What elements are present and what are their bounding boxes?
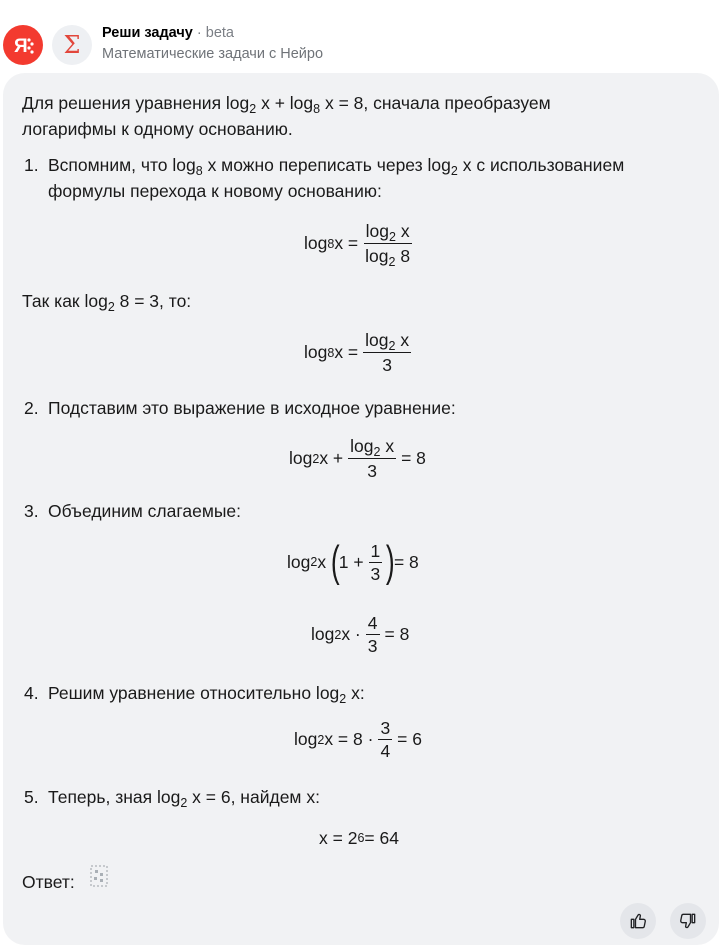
skill-title [102, 25, 234, 41]
like-button[interactable] [620, 903, 656, 939]
formula-combined: log 2 x ( 1 + $\frac{1}{3}$ ) = 8 [287, 537, 419, 586]
formula-four-thirds: log 2 x · $\frac{4}{3}$ = 8 [311, 613, 410, 656]
yandex-logo-icon[interactable] [3, 25, 43, 65]
step-number: 1. [24, 155, 39, 175]
step-1-line-2: формулы перехода к новому основанию: [48, 181, 382, 201]
since-line: Так как $\log_2 8 = 3$, то: [22, 291, 192, 314]
thumbs-up-icon [628, 911, 648, 931]
formula-final: x = 2 6 = 64 [319, 827, 399, 848]
skill-name: Реши задачу [102, 25, 193, 41]
chat-header [0, 0, 722, 72]
fraction: $\frac{1}{3}$ [370, 540, 381, 584]
svg-text:Я: Я [14, 36, 28, 57]
step-number: 2. [24, 398, 39, 418]
fraction: $\frac{4}{3}$ [367, 613, 378, 656]
step-number: 3. [24, 501, 39, 521]
fraction: $\frac{3}{4}$ [380, 718, 391, 761]
yandex-logo-glyph [10, 32, 36, 58]
step-number: 5. [24, 787, 39, 807]
step-1-line-1: 1. Вспомним, что $\log_8 x$ можно переписать через $\log_2 x$ с использованием [24, 152, 624, 178]
intro-line-2: логарифмы к одному основанию. [22, 119, 293, 139]
intro-line-1: Для решения уравнения $\log_2 x + \log_8 x = 8$, сначала преобразуем [22, 93, 551, 116]
step-5-line: 5. Теперь, зная $\log_2 x = 6$, найдем x: [24, 784, 320, 810]
fraction: $\frac{\log_2 x}{\log_2 8}$ [365, 221, 411, 269]
fraction: $\frac{\log_2 x}{3}$ [350, 436, 395, 481]
step-4-line: 4. Решим уравнение относительно $\log_2 x$: [24, 680, 365, 706]
title-separator: · [192, 25, 206, 41]
formula-substituted: log 2 x + $\frac{\log_2 x}{3}$ = 8 [289, 436, 426, 481]
sigma-glyph: Σ [63, 31, 81, 59]
answer-label: Ответ: [22, 872, 75, 892]
thumbs-down-icon [678, 911, 698, 931]
beta-badge: beta [205, 25, 234, 41]
formula-change-of-base: log 8 x = $\frac{\log_2 x}{\log_2 8}$ [304, 221, 411, 269]
fraction: $\frac{\log_2 x}{3}$ [365, 330, 410, 375]
formula-log8-simplified: log 8 x = $\frac{\log_2 x}{3}$ [304, 330, 410, 375]
skill-subtitle: Математические задачи с Нейро [102, 46, 324, 62]
formula-solution: log 2 x = 8 · $\frac{3}{4}$ = 6 [294, 718, 422, 761]
step-number: 4. [24, 683, 39, 703]
dislike-button[interactable] [670, 903, 706, 939]
step-3-line: 3. Объединим слагаемые: [24, 498, 241, 524]
broken-image-icon [88, 864, 110, 888]
sigma-skill-icon[interactable] [52, 25, 92, 65]
step-2-line: 2. Подставим это выражение в исходное уравнение: [24, 395, 456, 421]
